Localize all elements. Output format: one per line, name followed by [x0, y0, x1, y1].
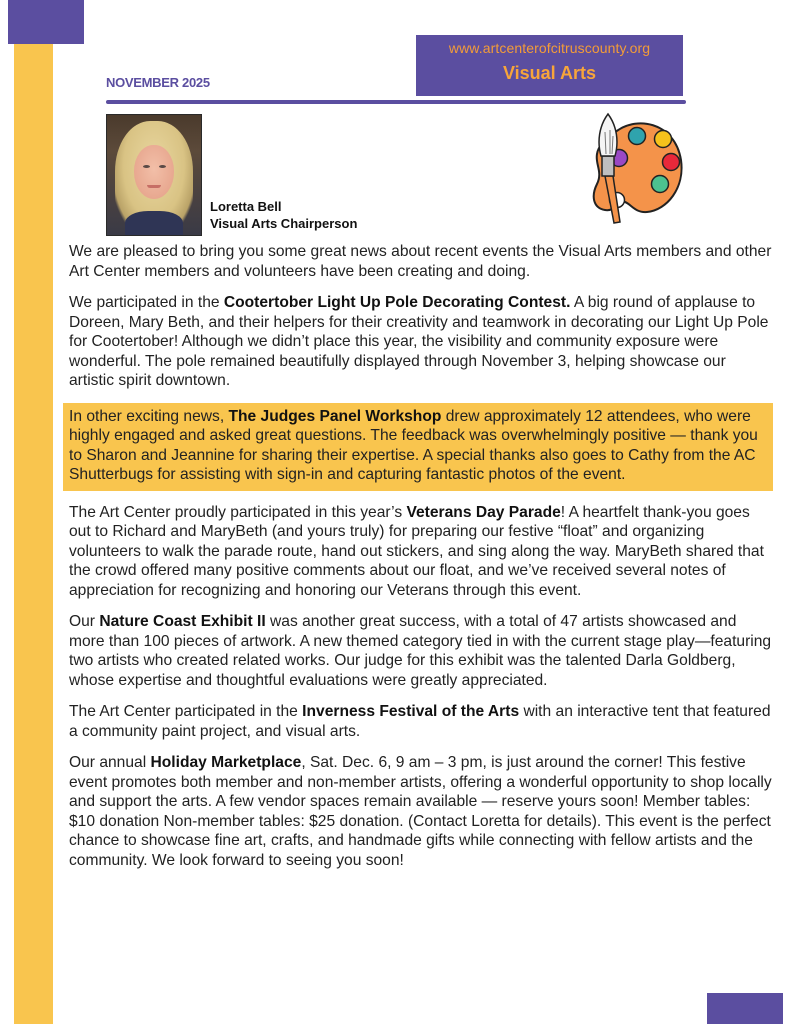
paragraph-holiday-marketplace: Our annual Holiday Marketplace, Sat. Dec. 6, 9 am – 3 pm, is just around the corner! This festive event promotes both member and non-member artists, offering a wonderful opportunity to shop locally and support the arts. A few vendor spaces remain available — reserve yours soon! Member tables: $10 donation Non-member tables: $25 donation. (Contact Loretta for details). This event is the perfect chance to showcase fine art, crafts, and handmade gifts while connecting with fellow artists and the community. We look forward to seeing you soon!	[69, 754, 772, 869]
paragraph-veterans-parade: The Art Center proudly participated in this year’s Veterans Day Parade! A heartfelt thank-you goes out to Richard and MaryBeth (and yours truly) for preparing our festive “float” and organizing volunteers to walk the parade route, hand out stickers, and sing along the way. MaryBeth shared that the crowd offered many positive comments about our float, and we’ve received several notes of appreciation for recognizing and honoring our Veterans through this event.	[69, 503, 764, 599]
event-name: Veterans Day Parade	[406, 503, 561, 521]
author-role: Visual Arts Chairperson	[210, 216, 358, 231]
event-name: The Judges Panel Workshop	[228, 407, 442, 425]
paragraph-judges-workshop-highlight: In other exciting news, The Judges Panel Workshop drew approximately 12 attendees, who were highly engaged and asked great questions. The feedback was overwhelmingly positive — thank you to Sharon and Jeannine for sharing their expertise. A special thanks also goes to Cathy from the AC Shutterbugs for assisting with sign-in and capturing fantastic photos of the event.	[63, 403, 773, 491]
paragraph-cootertober: We participated in the Cootertober Light Up Pole Decorating Contest. A big round of applause to Doreen, Mary Beth, and their helpers for their creativity and teamwork in decorating our Light Up Pole for Cootertober! Although we didn’t place this year, the visibility and community exposure were wonderful. The pole remained beautifully displayed through November 3, helping showcase our artistic spirit downtown.	[69, 294, 769, 389]
decorative-yellow-sidebar	[14, 44, 53, 1024]
header-divider	[106, 100, 686, 104]
article-body	[69, 242, 775, 882]
author-name: Loretta Bell	[210, 199, 282, 214]
event-name: Cootertober Light Up Pole Decorating Contest.	[223, 294, 571, 311]
paragraph-nature-coast-exhibit: Our Nature Coast Exhibit II was another great success, with a total of 47 artists showcased and more than 100 pieces of artwork. A new themed category tied in with the current stage play—featuring two artists who created related works. Our judge for this exhibit was the talented Darla Goldberg, whose expertise and thoughtful evaluations were greatly appreciated.	[69, 613, 772, 689]
author-block	[210, 198, 357, 232]
header-banner	[416, 35, 683, 96]
paragraph-intro: We are pleased to bring you some great news about recent events the Visual Arts members and other Art Center members and volunteers have been creating and doing.	[69, 243, 772, 280]
event-name: Inverness Festival of the Arts	[302, 703, 520, 720]
issue-date: NOVEMBER 2025	[106, 75, 210, 90]
author-photo	[106, 114, 202, 236]
event-name: Holiday Marketplace	[150, 754, 302, 771]
section-title: Visual Arts	[502, 63, 597, 83]
event-name: Nature Coast Exhibit II	[99, 613, 266, 630]
decorative-purple-block-bottom	[707, 993, 783, 1024]
paint-palette-icon	[575, 112, 687, 224]
website-link[interactable]: www.artcenterofcitruscounty.org	[448, 40, 651, 56]
decorative-purple-block-top	[8, 0, 84, 44]
paragraph-inverness-festival: The Art Center participated in the Inverness Festival of the Arts with an interactive tent that featured a community paint project, and visual arts.	[69, 703, 771, 740]
